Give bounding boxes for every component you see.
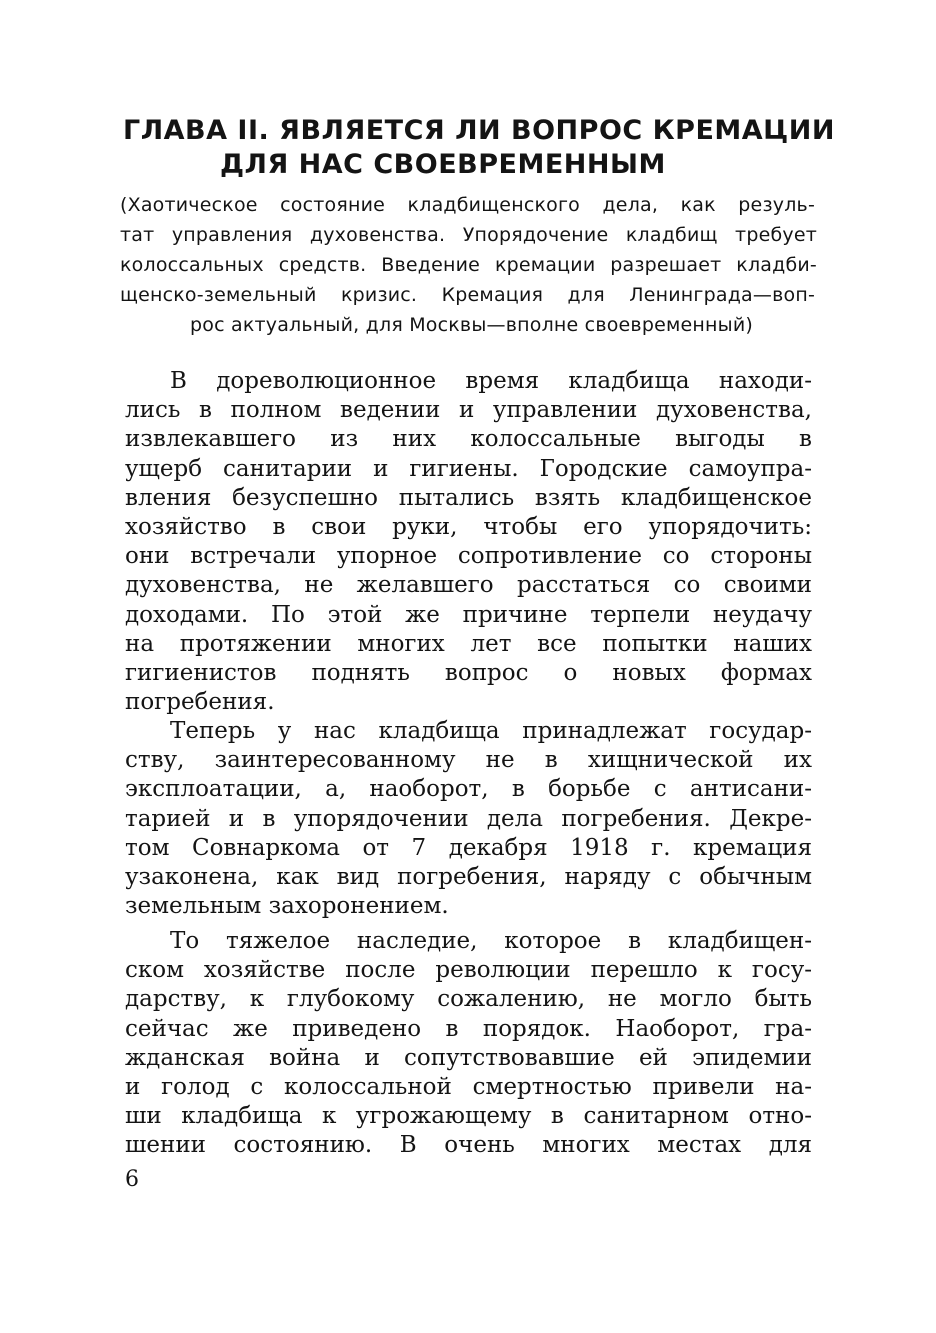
- paragraph-line: и голод с колоссальной смертностью привели на-: [125, 1074, 812, 1100]
- paragraph-line: ству, заинтересованному не в хищнической их: [125, 747, 812, 773]
- paragraph-line: шении состоянию. В очень многих местах для: [125, 1132, 812, 1158]
- chapter-title-line-1: ГЛАВА II. ЯВЛЯЕТСЯ ЛИ ВОПРОС КРЕМАЦИИ: [123, 115, 835, 146]
- paragraph-line: То тяжелое наследие, которое в кладбищен-: [170, 928, 812, 954]
- paragraph-line: том Совнаркома от 7 декабря 1918 г. кремация: [125, 835, 812, 861]
- paragraph-line: вления безуспешно пытались взять кладбищенское: [125, 485, 812, 511]
- paragraph-line: В дореволюционное время кладбища находи-: [170, 368, 812, 394]
- paragraph-line: лись в полном ведении и управлении духовенства,: [125, 397, 812, 423]
- summary-line: (Хаотическое состояние кладбищенского дела, как резуль-: [120, 194, 815, 216]
- paragraph-line: погребения.: [125, 689, 275, 715]
- paragraph-line: эксплоатации, а, наоборот, в борьбе с антисани-: [125, 776, 812, 802]
- summary-line: рос актуальный, для Москвы—вполне своевременный): [190, 314, 754, 336]
- chapter-title-line-2: ДЛЯ НАС СВОЕВРЕМЕННЫМ: [220, 149, 666, 180]
- paragraph-line: извлекавшего из них колоссальные выгоды в: [125, 426, 812, 452]
- summary-line: тат управления духовенства. Упорядочение кладбищ требует: [120, 224, 817, 246]
- paragraph-line: дарству, к глубокому сожалению, не могло быть: [125, 986, 812, 1012]
- paragraph-line: ском хозяйстве после революции перешло к госу-: [125, 957, 812, 983]
- paragraph-line: сейчас же приведено в порядок. Наоборот, гра-: [125, 1016, 812, 1042]
- paragraph-line: гигиенистов поднять вопрос о новых формах: [125, 660, 812, 686]
- paragraph-line: ши кладбища к угрожающему в санитарном отно-: [125, 1103, 812, 1129]
- summary-line: колоссальных средств. Введение кремации разрешает кладби-: [120, 254, 817, 276]
- page-number: 6: [125, 1167, 139, 1192]
- paragraph-line: тарией и в упорядочении дела погребения. Декре-: [125, 806, 812, 832]
- paragraph-line: духовенства, не желавшего расстаться со своими: [125, 572, 812, 598]
- paragraph-line: на протяжении многих лет все попытки наших: [125, 631, 812, 657]
- paragraph-line: жданская война и сопутствовавшие ей эпидемии: [125, 1045, 812, 1071]
- paragraph-line: хозяйство в свои руки, чтобы его упорядочить:: [125, 514, 812, 540]
- paragraph-line: земельным захоронением.: [125, 893, 449, 919]
- paragraph-line: доходами. По этой же причине терпели неудачу: [125, 602, 812, 628]
- paragraph-line: узаконена, как вид погребения, наряду с обычным: [125, 864, 812, 890]
- paragraph-line: Теперь у нас кладбища принадлежат государ-: [170, 718, 812, 744]
- paragraph-line: ущерб санитарии и гигиены. Городские самоупра-: [125, 456, 812, 482]
- paragraph-line: они встречали упорное сопротивление со стороны: [125, 543, 812, 569]
- summary-line: щенско-земельный кризис. Кремация для Ленинграда—воп-: [120, 284, 815, 306]
